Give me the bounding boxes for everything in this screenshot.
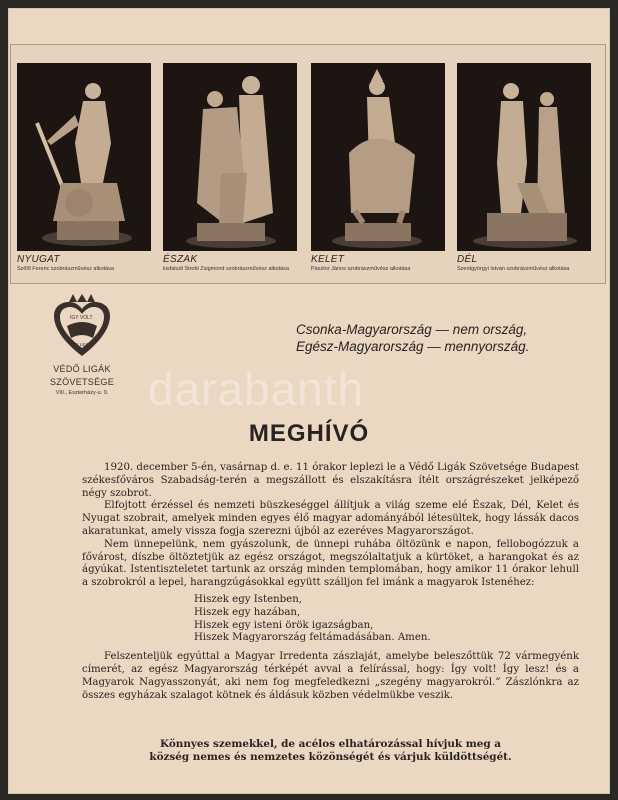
panel-caption: Pásztor János szobrászművész alkotása xyxy=(311,266,411,272)
org-name-line1: VÉDŐ LIGÁK xyxy=(53,364,111,374)
panel-name: ÉSZAK xyxy=(163,254,198,265)
panel-caption: Szőlő Ferenc szobrászművész alkotása xyxy=(17,266,114,272)
panel-caption: kisfaludi Strobl Zsigmond szobrászművész alkotása xyxy=(163,266,289,272)
document-title: MEGHÍVÓ xyxy=(248,420,370,447)
paragraph-4: Felszenteljük egyúttal a Magyar Irredenta zászlaját, amelybe beleszőttük 72 vármegyénk címerét, az egész Magyarország térképét avval a felírással, hogy: Így volt! Így lesz! és a Magyarok Nagyasszonyát, aki nem fog megfeledkezni „szegény magyarokról.” Zászlónkra az összes egyházak szalagot kötnek és áldásuk közben védelmükbe veszik. xyxy=(82,651,579,701)
panel-name: KELET xyxy=(311,254,345,265)
closing-statement xyxy=(82,738,579,764)
statue-photo-del xyxy=(457,63,591,251)
badge-top-text: ÍGY VOLT xyxy=(70,315,93,321)
creed xyxy=(194,594,579,645)
org-address: VIII., Eszterházy-u. 9. xyxy=(55,390,109,396)
paragraph-3: Nem ünnepelünk, nem gyászolunk, de ünnepi ruhába öltözünk e napon, fellobogózzuk a fővárost, díszbe öltöztetjük az egész országot, megszólaltatjuk a kürtöket, a harangokat és az ágyúkat. Istentiszteletet tartunk az ország minden templomában, hogy amikor 11 órakor lehull a szobrokról a lepel, harangzúgásokkal együtt szálljon fel imánk a magyarok Istenéhez: xyxy=(82,538,579,589)
watermark: darabanth xyxy=(148,363,365,415)
motto xyxy=(296,321,586,355)
invitation-body xyxy=(82,462,579,702)
org-name-line2: SZÖVETSÉGE xyxy=(49,377,114,387)
panel-name: NYUGAT xyxy=(17,254,60,265)
panel-caption: Szentgyörgyi István szobrászművész alkotása xyxy=(457,266,570,272)
panel-eszak xyxy=(163,63,297,272)
paragraph-2: Elfojtott érzéssel és nemzeti büszkeséggel állítjuk a világ szeme elé Észak, Dél, Kelet és Nyugat szobrait, amelyek minden egyes élő magyar adományából létesültek, hogy lássák dacos akaratunkat, amely vissza fogja szerezni újból az ezeréves Magyarországot. xyxy=(82,500,579,537)
badge-bottom-text: ÍGY LESZ xyxy=(71,342,92,347)
closing-line2: község nemes és nemzetes közönségét és várjuk küldöttségét. xyxy=(149,751,512,763)
panel-del xyxy=(457,63,591,272)
statue-photo-nyugat xyxy=(17,63,151,251)
statue-photo-kelet xyxy=(311,63,445,251)
vedo-ligak-logo xyxy=(43,292,121,396)
creed-line: Hiszek egy isteni örök igazságban, xyxy=(194,619,374,631)
statue-photo-strip xyxy=(10,44,606,284)
motto-line1: Csonka-Magyarország — nem ország, xyxy=(296,322,528,337)
creed-line: Hiszek egy Istenben, xyxy=(194,593,303,605)
panel-kelet xyxy=(311,63,445,272)
closing-line1: Könnyes szemekkel, de acélos elhatározással hívjuk meg a xyxy=(160,738,501,750)
statue-photo-eszak xyxy=(163,63,297,251)
motto-line2: Egész-Magyarország — mennyország. xyxy=(296,339,530,354)
panel-nyugat xyxy=(17,63,151,272)
creed-line: Hiszek egy hazában, xyxy=(194,606,301,618)
panel-name: DÉL xyxy=(457,254,478,265)
creed-line: Hiszek Magyarország feltámadásában. Amen. xyxy=(194,632,431,644)
heart-badge-icon xyxy=(51,292,113,358)
paragraph-1: 1920. december 5-én, vasárnap d. e. 11 órakor leplezi le a Védő Ligák Szövetsége Budapest székesfőváros Szabadság-terén a megszállott és elszakításra ítélt országrészeket jelképező négy szobrot. xyxy=(82,462,579,499)
